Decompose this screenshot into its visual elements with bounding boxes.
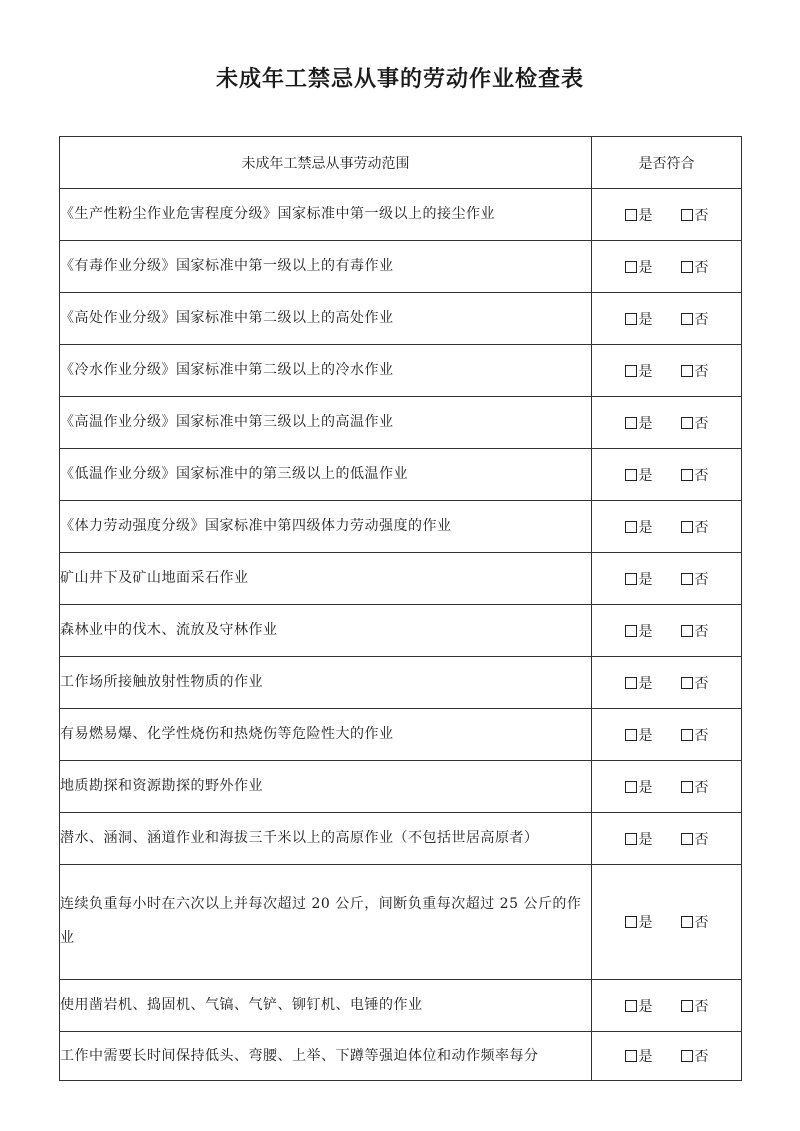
row-description: 连续负重每小时在六次以上并每次超过 20 公斤，间断负重每次超过 25 公斤的作业 (60, 865, 592, 980)
option-yes-label: 是 (638, 998, 653, 1015)
option-yes[interactable] (625, 912, 653, 932)
option-no[interactable] (681, 205, 709, 225)
checkbox-icon[interactable] (681, 833, 693, 845)
option-no-label: 否 (694, 675, 709, 692)
table-row (60, 865, 742, 980)
option-yes[interactable] (625, 309, 653, 329)
option-no-label: 否 (694, 467, 709, 484)
option-yes-label: 是 (638, 415, 653, 432)
option-yes-label: 是 (638, 831, 653, 848)
table-row (60, 813, 742, 865)
checkbox-icon[interactable] (681, 261, 693, 273)
compliance-options (592, 293, 742, 345)
row-description: 《高温作业分级》国家标准中第三级以上的高温作业 (60, 397, 592, 449)
table-row (60, 397, 742, 449)
option-yes[interactable] (625, 257, 653, 277)
compliance-options (592, 189, 742, 241)
table-row (60, 345, 742, 397)
option-no[interactable] (681, 361, 709, 381)
checkbox-icon[interactable] (681, 417, 693, 429)
option-yes-label: 是 (638, 363, 653, 380)
inspection-table (59, 136, 742, 1081)
option-yes[interactable] (625, 996, 653, 1016)
compliance-options (592, 865, 742, 980)
option-no[interactable] (681, 621, 709, 641)
option-no-label: 否 (694, 207, 709, 224)
checkbox-icon[interactable] (625, 1050, 637, 1062)
option-yes-label: 是 (638, 311, 653, 328)
option-no[interactable] (681, 777, 709, 797)
compliance-options (592, 1032, 742, 1081)
row-description: 森林业中的伐木、流放及守林作业 (60, 605, 592, 657)
checkbox-icon[interactable] (681, 365, 693, 377)
checkbox-icon[interactable] (681, 573, 693, 585)
table-body (60, 189, 742, 1081)
checkbox-icon[interactable] (681, 521, 693, 533)
option-yes-label: 是 (638, 727, 653, 744)
option-yes[interactable] (625, 465, 653, 485)
compliance-options (592, 605, 742, 657)
checkbox-icon[interactable] (681, 677, 693, 689)
row-description: 《低温作业分级》国家标准中的第三级以上的低温作业 (60, 449, 592, 501)
checkbox-icon[interactable] (625, 833, 637, 845)
option-yes-label: 是 (638, 571, 653, 588)
option-no-label: 否 (694, 998, 709, 1015)
compliance-options (592, 657, 742, 709)
row-description: 《冷水作业分级》国家标准中第二级以上的冷水作业 (60, 345, 592, 397)
option-yes[interactable] (625, 1046, 653, 1066)
checkbox-icon[interactable] (681, 313, 693, 325)
option-yes-label: 是 (638, 1049, 653, 1065)
row-description: 工作场所接触放射性物质的作业 (60, 657, 592, 709)
option-yes[interactable] (625, 777, 653, 797)
option-no-label: 否 (694, 259, 709, 276)
option-no-label: 否 (694, 623, 709, 640)
compliance-options (592, 345, 742, 397)
option-no-label: 否 (694, 415, 709, 432)
row-description: 《体力劳动强度分级》国家标准中第四级体力劳动强度的作业 (60, 501, 592, 553)
option-no[interactable] (681, 569, 709, 589)
option-no[interactable] (681, 673, 709, 693)
compliance-options (592, 241, 742, 293)
compliance-options (592, 449, 742, 501)
option-yes-label: 是 (638, 519, 653, 536)
document-title: 未成年工禁忌从事的劳动作业检查表 (215, 67, 584, 92)
table-header-row (60, 137, 742, 189)
option-no[interactable] (681, 996, 709, 1016)
table-row (60, 657, 742, 709)
option-yes[interactable] (625, 673, 653, 693)
row-description: 有易燃易爆、化学性烧伤和热烧伤等危险性大的作业 (60, 709, 592, 761)
table-row (60, 293, 742, 345)
checkbox-icon[interactable] (681, 469, 693, 481)
table-row (60, 449, 742, 501)
option-yes-label: 是 (638, 623, 653, 640)
checkbox-icon[interactable] (625, 781, 637, 793)
compliance-options (592, 501, 742, 553)
table-row (60, 761, 742, 813)
checkbox-icon[interactable] (625, 916, 637, 928)
table-row (60, 709, 742, 761)
compliance-options (592, 761, 742, 813)
checkbox-icon[interactable] (625, 1000, 637, 1012)
option-no[interactable] (681, 257, 709, 277)
option-no-label: 否 (694, 363, 709, 380)
option-no-label: 否 (694, 727, 709, 744)
row-description: 潜水、涵洞、涵道作业和海拔三千米以上的高原作业（不包括世居高原者） (60, 813, 592, 865)
checkbox-icon[interactable] (625, 209, 637, 221)
checkbox-icon[interactable] (681, 916, 693, 928)
table-row (60, 980, 742, 1032)
option-no[interactable] (681, 725, 709, 745)
table-row (60, 1032, 742, 1081)
row-description: 《高处作业分级》国家标准中第二级以上的高处作业 (60, 293, 592, 345)
table-row (60, 189, 742, 241)
option-no-label: 否 (694, 571, 709, 588)
option-no[interactable] (681, 829, 709, 849)
option-yes[interactable] (625, 205, 653, 225)
checkbox-icon[interactable] (681, 1050, 693, 1062)
checkbox-icon[interactable] (625, 313, 637, 325)
option-yes-label: 是 (638, 259, 653, 276)
option-yes[interactable] (625, 517, 653, 537)
compliance-options (592, 397, 742, 449)
checkbox-icon[interactable] (625, 417, 637, 429)
checkbox-icon[interactable] (625, 729, 637, 741)
row-description: 工作中需要长时间保持低头、弯腰、上举、下蹲等强迫体位和动作频率每分 (60, 1032, 592, 1081)
compliance-options (592, 709, 742, 761)
option-no-label: 否 (694, 915, 709, 931)
option-no[interactable] (681, 309, 709, 329)
compliance-options (592, 980, 742, 1032)
option-yes-label: 是 (638, 207, 653, 224)
checkbox-icon[interactable] (625, 521, 637, 533)
option-no[interactable] (681, 517, 709, 537)
option-no-label: 否 (694, 311, 709, 328)
option-no-label: 否 (694, 831, 709, 848)
checkbox-icon[interactable] (625, 573, 637, 585)
column-header-scope: 未成年工禁忌从事劳动范围 (60, 137, 592, 189)
option-no[interactable] (681, 1046, 709, 1066)
option-yes[interactable] (625, 569, 653, 589)
checkbox-icon[interactable] (625, 625, 637, 637)
option-no[interactable] (681, 413, 709, 433)
option-no[interactable] (681, 912, 709, 932)
option-no-label: 否 (694, 519, 709, 536)
row-description: 矿山井下及矿山地面采石作业 (60, 553, 592, 605)
checkbox-icon[interactable] (625, 469, 637, 481)
option-yes[interactable] (625, 361, 653, 381)
checkbox-icon[interactable] (681, 781, 693, 793)
option-yes-label: 是 (638, 779, 653, 796)
checkbox-icon[interactable] (625, 365, 637, 377)
table-row (60, 501, 742, 553)
table-row (60, 553, 742, 605)
checkbox-icon[interactable] (625, 261, 637, 273)
row-description: 《有毒作业分级》国家标准中第一级以上的有毒作业 (60, 241, 592, 293)
option-yes-label: 是 (638, 675, 653, 692)
checkbox-icon[interactable] (681, 625, 693, 637)
table-row (60, 605, 742, 657)
table-row (60, 241, 742, 293)
option-yes[interactable] (625, 725, 653, 745)
row-description: 使用凿岩机、捣固机、气镐、气铲、铆钉机、电锤的作业 (60, 980, 592, 1032)
column-header-compliance: 是否符合 (592, 137, 742, 189)
checkbox-icon[interactable] (681, 209, 693, 221)
row-description: 《生产性粉尘作业危害程度分级》国家标准中第一级以上的接尘作业 (60, 189, 592, 241)
checkbox-icon[interactable] (625, 677, 637, 689)
option-yes-label: 是 (638, 915, 653, 931)
option-yes[interactable] (625, 413, 653, 433)
option-no[interactable] (681, 465, 709, 485)
option-yes[interactable] (625, 621, 653, 641)
checkbox-icon[interactable] (681, 729, 693, 741)
compliance-options (592, 553, 742, 605)
option-no-label: 否 (694, 779, 709, 796)
option-no-label: 否 (694, 1049, 709, 1065)
checkbox-icon[interactable] (681, 1000, 693, 1012)
option-yes[interactable] (625, 829, 653, 849)
row-description: 地质勘探和资源勘探的野外作业 (60, 761, 592, 813)
compliance-options (592, 813, 742, 865)
option-yes-label: 是 (638, 467, 653, 484)
